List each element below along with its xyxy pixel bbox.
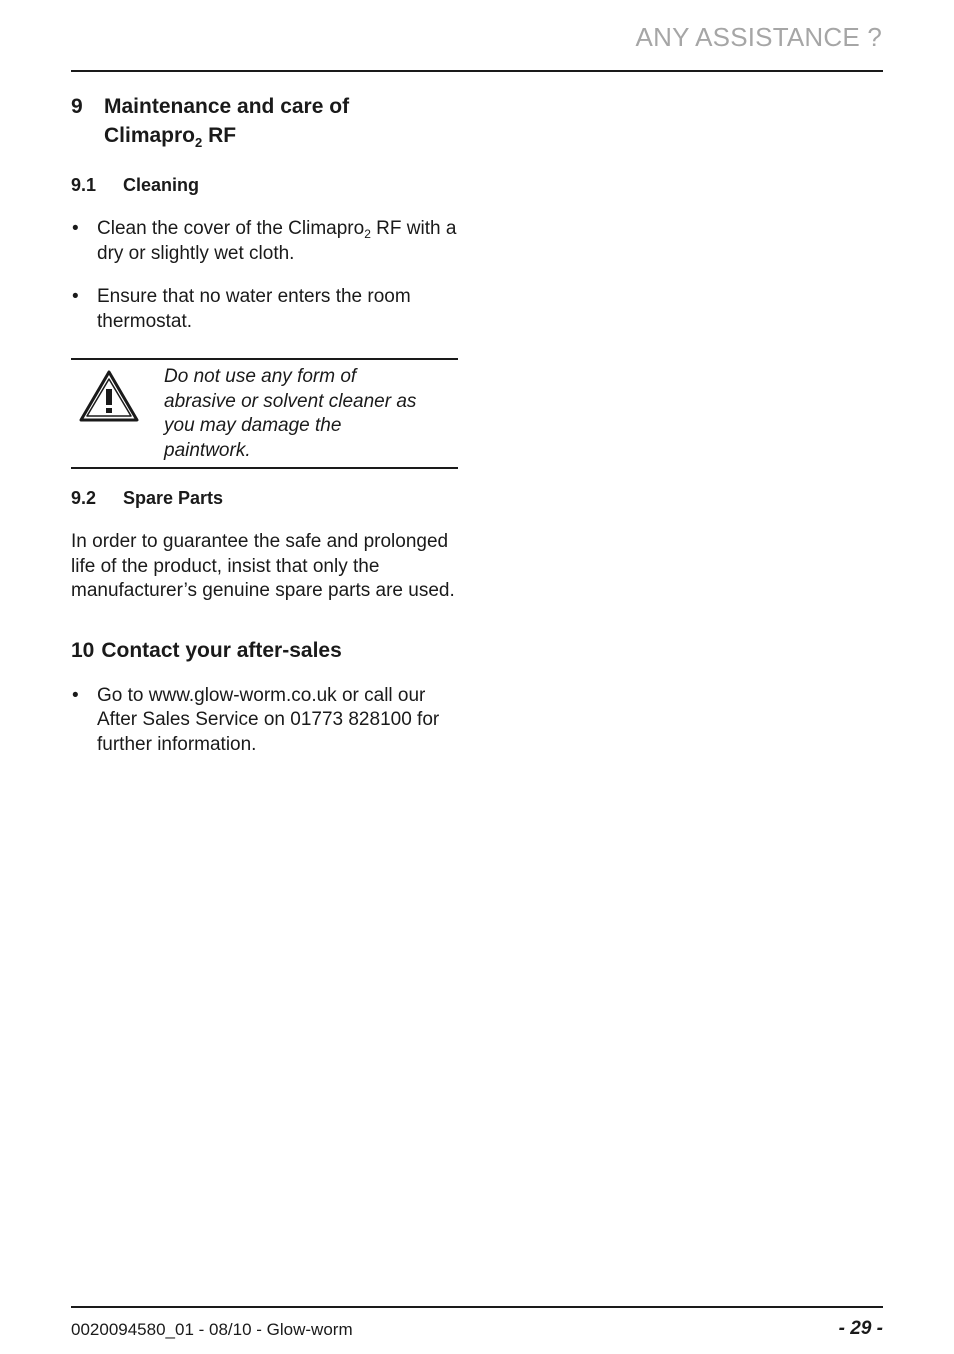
- list-item-text: Go to www.glow-worm.co.uk or call our After Sales Service on 01773 828100 for further information.: [97, 684, 440, 755]
- page-number: - 29 -: [838, 1318, 883, 1339]
- section-9-title-line1: Maintenance and care of: [104, 95, 350, 118]
- warning-text: Do not use any form of abrasive or solvent cleaner as you may damage the paintwork.: [164, 366, 417, 461]
- section-9-heading: [71, 92, 461, 150]
- section-10-heading: [71, 636, 461, 665]
- content-column: [71, 92, 461, 757]
- section-9-title-line2-end: RF: [202, 124, 237, 147]
- section-9-title: [104, 92, 349, 150]
- section-9-1-number: 9.1: [71, 175, 97, 195]
- warning-icon-wrap: [71, 365, 164, 463]
- section-9-title-subscript: 2: [195, 135, 203, 150]
- list-item-text: Ensure that no water enters the room thermostat.: [97, 286, 411, 332]
- list-item-text: [97, 217, 461, 266]
- section-9-2-title: Spare Parts: [123, 488, 224, 508]
- section-9-1-title: Cleaning: [123, 175, 200, 195]
- bullet-dot: •: [72, 286, 79, 307]
- bullet-dot: •: [72, 684, 79, 706]
- list-item-text-subscript: 2: [364, 227, 371, 241]
- header-rule: [71, 70, 883, 72]
- header-title: ANY ASSISTANCE ?: [635, 22, 882, 52]
- list-item-no-water: [71, 285, 461, 334]
- section-10-number: 10: [71, 638, 95, 662]
- spare-parts-paragraph: In order to guarantee the safe and prolonged life of the product, insist that only the manufacturer’s genuine spare parts are used.: [71, 531, 455, 601]
- section-10-title: Contact your after-sales: [101, 638, 342, 662]
- bullet-dot: •: [72, 218, 79, 239]
- list-item-text-part1: Clean the cover of the Climapro: [97, 218, 365, 239]
- footer-document-id: 0020094580_01 - 08/10 - Glow-worm: [71, 1320, 353, 1339]
- list-item-contact: [71, 684, 461, 758]
- list-item-text-part2: RF with a dry or slightly wet cloth.: [97, 218, 457, 264]
- warning-triangle-icon: [79, 370, 139, 422]
- section-9-2-number: 9.2: [71, 488, 97, 508]
- list-item-clean-cover: [71, 217, 461, 266]
- section-9-title-line2-main: Climapro: [104, 124, 196, 147]
- warning-box: [71, 358, 458, 469]
- footer-rule: [71, 1306, 883, 1308]
- section-9-2-heading: [71, 486, 461, 510]
- section-9-number: 9: [71, 95, 83, 118]
- section-9-1-heading: [71, 173, 461, 197]
